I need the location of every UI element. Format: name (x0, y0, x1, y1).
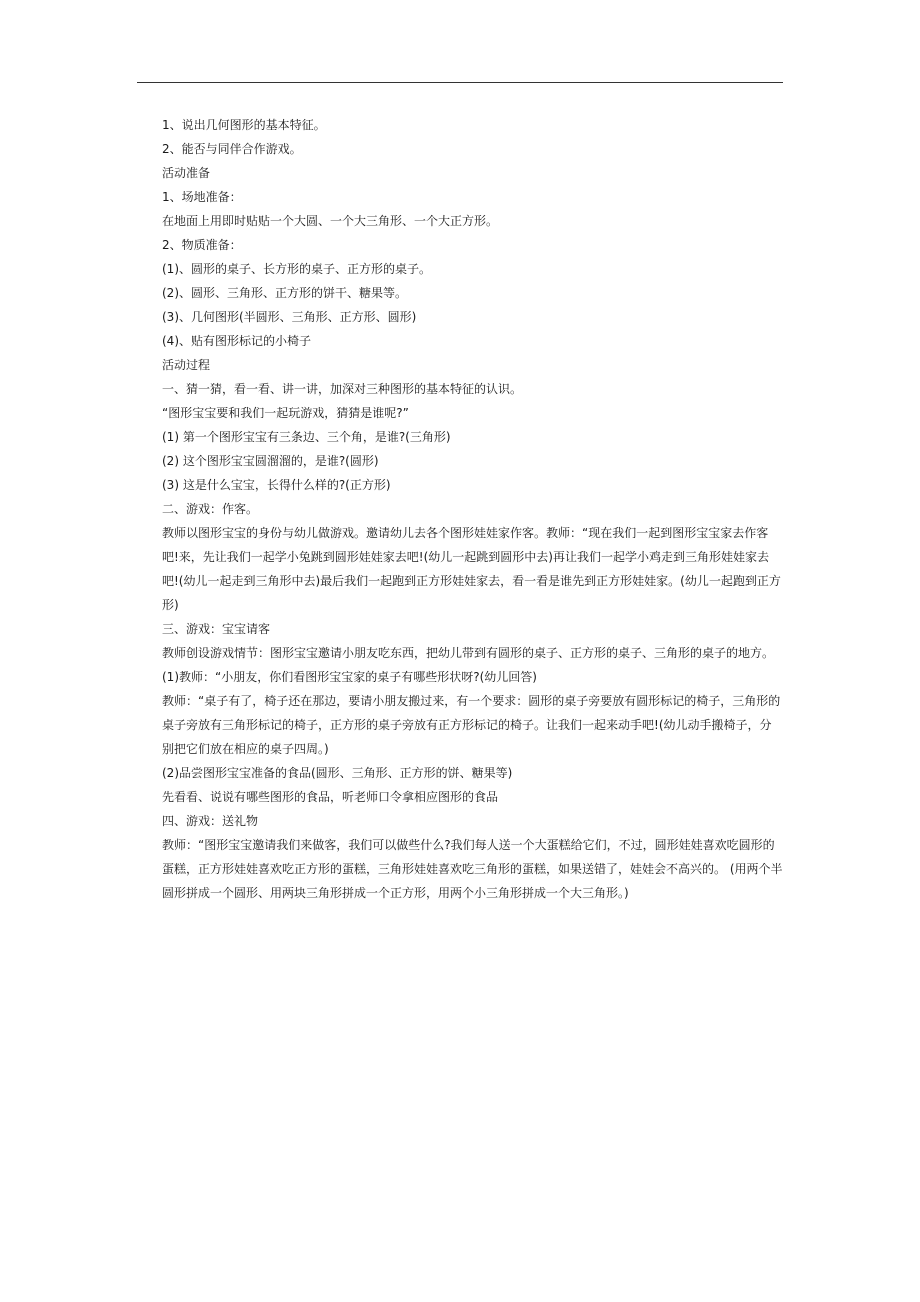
paragraph-material-prep: 2、物质准备： (162, 238, 242, 252)
paragraph-step-1-quote: “图形宝宝要和我们一起玩游戏，猜猜是谁呢?” (162, 406, 409, 420)
paragraph-material-2: (2)、圆形、三角形、正方形的饼干、糖果等。 (162, 286, 407, 300)
paragraph-step-3-q1: (1)教师：“小朋友，你们看图形宝宝家的桌子有哪些形状呀?(幼儿回答) (162, 670, 537, 684)
paragraph-goal-1: 1、说出几何图形的基本特征。 (162, 118, 326, 132)
paragraph-guess-3: (3) 这是什么宝宝，长得什么样的?(正方形) (162, 478, 391, 492)
paragraph-step-1: 一、猜一猜，看一看、讲一讲，加深对三种图形的基本特征的认识。 (162, 382, 523, 396)
document-body (140, 113, 783, 905)
paragraph-step-3-scene: 教师创设游戏情节：图形宝宝邀请小朋友吃东西，把幼儿带到有圆形的桌子、正方形的桌子、三角形的桌子的地方。 (162, 646, 775, 660)
paragraph-step-3-chairs: 教师：“桌子有了，椅子还在那边，要请小朋友搬过来，有一个要求：圆形的桌子旁要放有圆形标记的椅子，三角形的桌子旁放有三角形标记的椅子，正方形的桌子旁放有正方形标记的椅子。让我们一起来动手吧!(幼儿动手搬椅子，分别把它们放在相应的桌子四周。) (162, 694, 781, 756)
section-heading-preparation: 活动准备 (162, 166, 211, 180)
paragraph-step-3-food: (2)品尝图形宝宝准备的食品(圆形、三角形、正方形的饼、糖果等) (162, 766, 513, 780)
paragraph-step-4: 四、游戏：送礼物 (162, 814, 259, 828)
section-heading-process: 活动过程 (162, 358, 211, 372)
paragraph-step-2: 二、游戏：作客。 (162, 502, 259, 516)
paragraph-step-2-detail: 教师以图形宝宝的身份与幼儿做游戏。邀请幼儿去各个图形娃娃家作客。教师：“现在我们一起到图形宝宝家去作客吧!来，先让我们一起学小兔跳到圆形娃娃家去吧!(幼儿一起跳到圆形中去)再让我们一起学小鸡走到三角形娃娃家去吧!(幼儿一起走到三角形中去)最后我们一起跑到正方形娃娃家去，看一看是谁先到正方形娃娃家。(幼儿一起跑到正方形) (162, 526, 781, 612)
paragraph-material-3: (3)、几何图形(半圆形、三角形、正方形、圆形) (162, 310, 417, 324)
paragraph-guess-2: (2) 这个图形宝宝圆溜溜的，是谁?(圆形) (162, 454, 379, 468)
paragraph-guess-1: (1) 第一个图形宝宝有三条边、三个角，是谁?(三角形) (162, 430, 451, 444)
paragraph-goal-2: 2、能否与同伴合作游戏。 (162, 142, 302, 156)
paragraph-step-3-food-detail: 先看看、说说有哪些图形的食品，听老师口令拿相应图形的食品 (162, 790, 499, 804)
paragraph-material-1: (1)、圆形的桌子、长方形的桌子、正方形的桌子。 (162, 262, 431, 276)
header-rule (137, 82, 783, 83)
paragraph-site-prep: 1、场地准备： (162, 190, 242, 204)
paragraph-material-4: (4)、贴有图形标记的小椅子 (162, 334, 311, 348)
paragraph-site-detail: 在地面上用即时贴贴一个大圆、一个大三角形、一个大正方形。 (162, 214, 499, 228)
paragraph-step-3: 三、游戏：宝宝请客 (162, 622, 271, 636)
paragraph-step-4-detail: 教师：“图形宝宝邀请我们来做客，我们可以做些什么?我们每人送一个大蛋糕给它们，不过，圆形娃娃喜欢吃圆形的蛋糕，正方形娃娃喜欢吃正方形的蛋糕，三角形娃娃喜欢吃三角形的蛋糕，如果送错了，娃娃会不高兴的。 (用两个半圆形拼成一个圆形、用两块三角形拼成一个正方形，用两个小三角形拼成一个大三角形。) (162, 838, 783, 900)
